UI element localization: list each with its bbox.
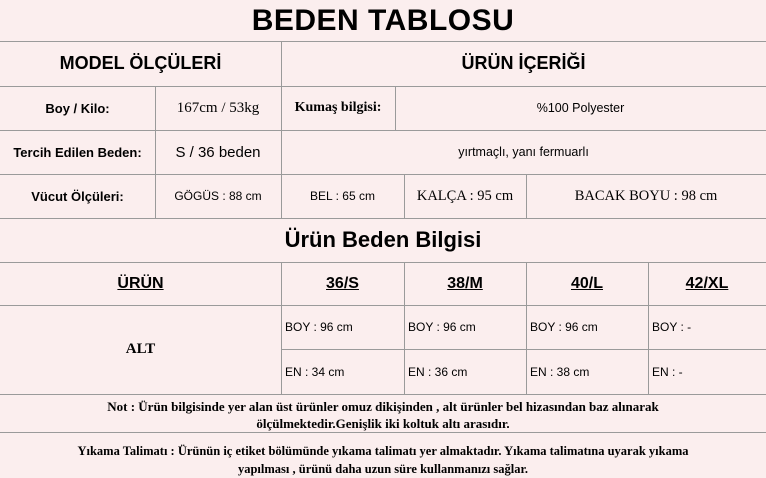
fabric-value: %100 Polyester	[536, 101, 625, 115]
preferred-size-label: Tercih Edilen Beden:	[13, 144, 142, 160]
waist-measurement: BEL : 65 cm	[310, 189, 375, 203]
note-line-2: ölçülmektedir.Genişlik iki koltuk altı arasıdır.	[256, 416, 510, 431]
chest-measurement: GÖGÜS : 88 cm	[174, 189, 262, 203]
en-40: EN : 38 cm	[530, 364, 590, 379]
size-info-title: Ürün Beden Bilgisi	[284, 227, 482, 252]
product-content-header: ÜRÜN İÇERİĞİ	[461, 53, 586, 73]
en-42: EN : -	[652, 364, 683, 379]
divider	[0, 394, 766, 395]
hip-measurement: KALÇA : 95 cm	[416, 187, 514, 204]
size-header-36: 36/S	[326, 274, 359, 292]
wash-line-1: Yıkama Talimatı : Ürünün iç etiket bölümünde yıkama talimatı yer almaktadır. Yıkama talimatına uyarak yıkama	[77, 444, 689, 458]
product-feature: yırtmaçlı, yanı fermuarlı	[458, 145, 589, 159]
wash-line-2: yapılması , ürünü daha uzun süre kullanmanızı sağlar.	[237, 462, 529, 476]
boy-40: BOY : 96 cm	[530, 320, 598, 334]
height-weight-label: Boy / Kilo:	[45, 100, 110, 116]
fabric-label: Kumaş bilgisi:	[294, 100, 382, 115]
height-weight-value: 167cm / 53kg	[176, 99, 260, 116]
page-title: BEDEN TABLOSU	[251, 3, 515, 37]
en-38: EN : 36 cm	[408, 364, 468, 379]
size-header-42: 42/XL	[685, 274, 729, 292]
leg-length-measurement: BACAK BOYU : 98 cm	[574, 187, 718, 204]
en-36: EN : 34 cm	[285, 364, 345, 379]
size-table-header-product: ÜRÜN	[117, 274, 164, 292]
boy-42: BOY : -	[652, 320, 692, 334]
note-line-1: Not : Ürün bilgisinde yer alan üst ürünler omuz dikişinden , alt ürünler bel hizasından baz alınarak	[107, 399, 659, 414]
product-type-label: ALT	[125, 341, 156, 357]
preferred-size-value: S / 36 beden	[175, 143, 261, 161]
model-measurements-header: MODEL ÖLÇÜLERİ	[59, 53, 222, 73]
boy-38: BOY : 96 cm	[408, 320, 476, 334]
size-header-38: 38/M	[447, 274, 483, 292]
boy-36: BOY : 96 cm	[285, 320, 353, 334]
body-measurements-label: Vücut Ölçüleri:	[31, 188, 124, 204]
size-header-40: 40/L	[570, 274, 603, 292]
